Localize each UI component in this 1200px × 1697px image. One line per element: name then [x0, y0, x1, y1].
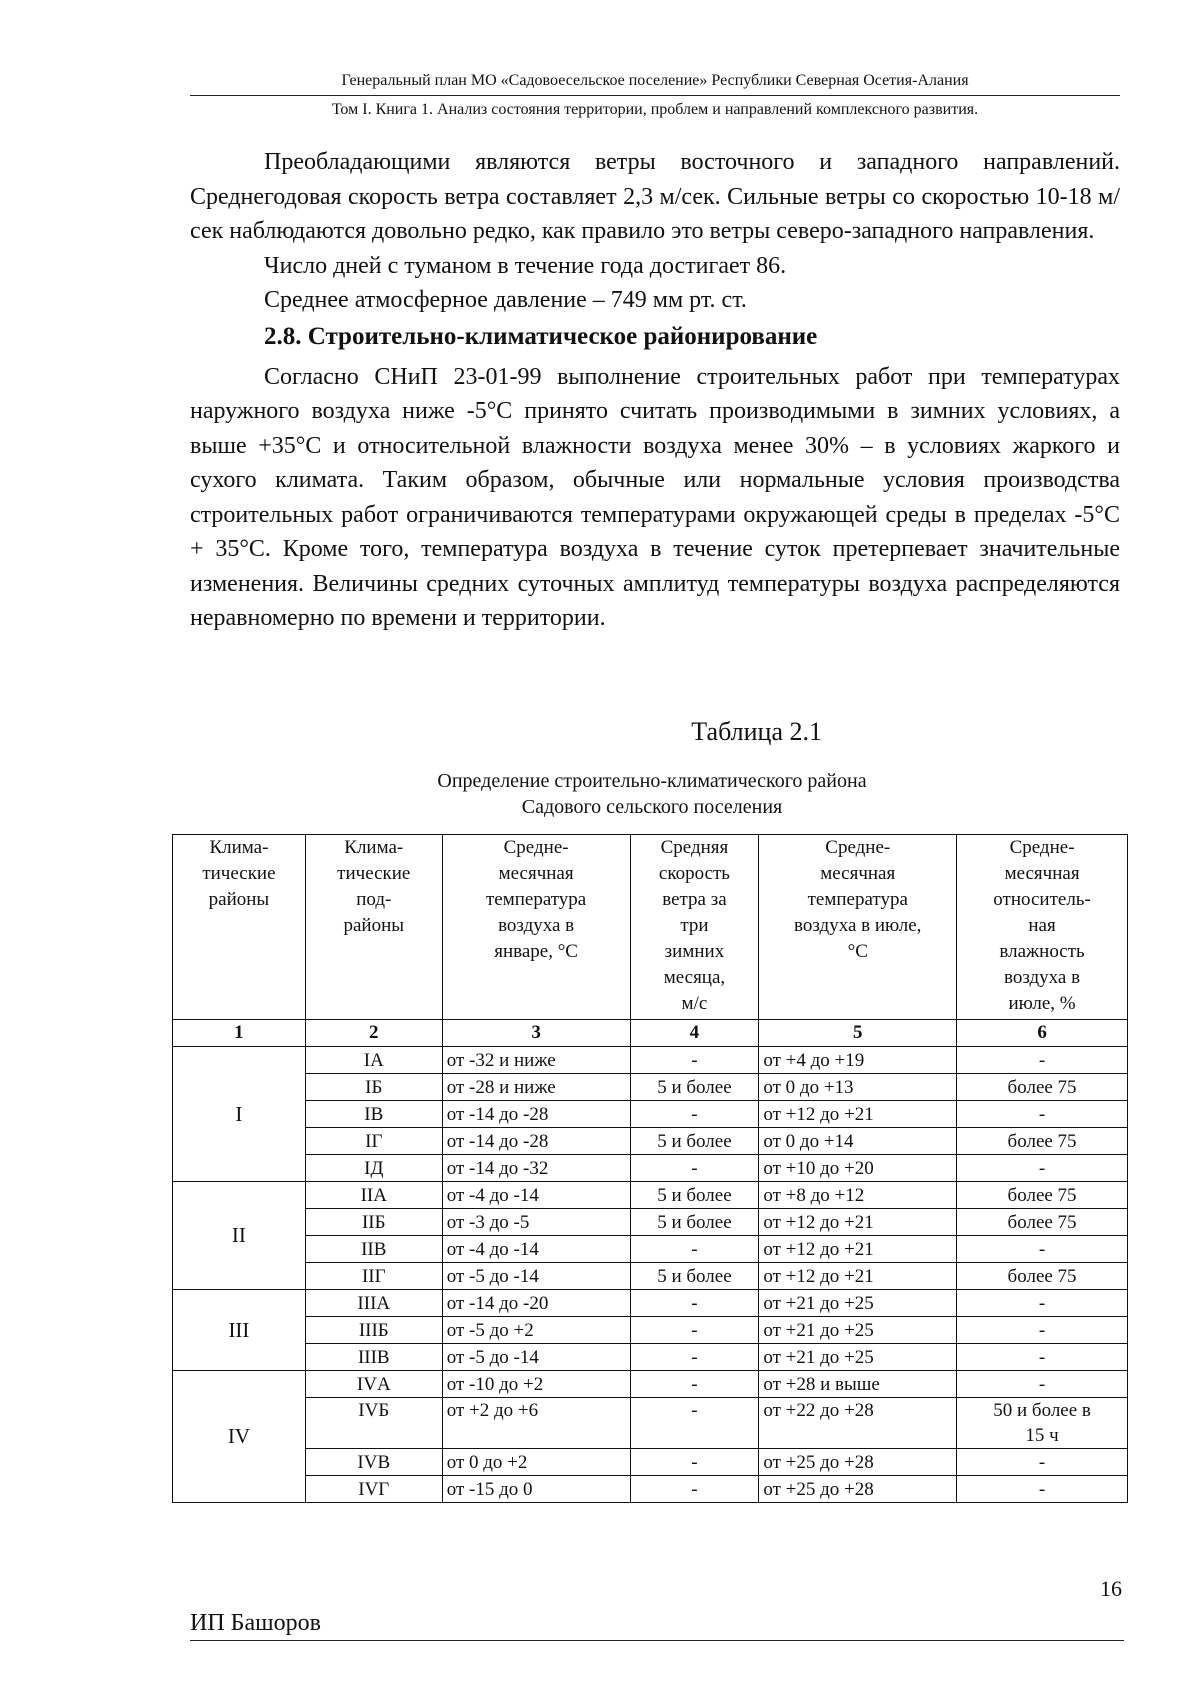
humidity-cell: -	[957, 1047, 1128, 1074]
humidity-cell: -	[957, 1317, 1128, 1344]
july-temp-cell: от +4 до +19	[759, 1047, 957, 1074]
july-temp-cell: от +25 до +28	[759, 1449, 957, 1476]
july-temp-cell: от +21 до +25	[759, 1317, 957, 1344]
column-number: 1	[173, 1020, 306, 1047]
subregion-cell: IВ	[305, 1101, 442, 1128]
table-row	[173, 1047, 1128, 1074]
table-row	[173, 1371, 1128, 1398]
humidity-cell: -	[957, 1101, 1128, 1128]
humidity-cell: -	[957, 1344, 1128, 1371]
table-body	[173, 1047, 1128, 1503]
climate-region-cell: I	[173, 1047, 306, 1182]
july-temp-cell: от +22 до +28	[759, 1398, 957, 1449]
table-row	[173, 1449, 1128, 1476]
july-temp-cell: от +12 до +21	[759, 1209, 957, 1236]
humidity-cell: более 75	[957, 1263, 1128, 1290]
subregion-cell: IIIВ	[305, 1344, 442, 1371]
section-heading: 2.8. Строительно-климатическое районирование	[264, 322, 818, 350]
header-divider	[190, 95, 1120, 96]
table-row	[173, 1209, 1128, 1236]
january-temp-cell: от -32 и ниже	[442, 1047, 630, 1074]
subregion-cell: IГ	[305, 1128, 442, 1155]
wind-speed-cell: 5 и более	[630, 1263, 759, 1290]
header-cell-regions: Клима- тические районы	[173, 835, 306, 1020]
humidity-cell: -	[957, 1155, 1128, 1182]
july-temp-cell: от +12 до +21	[759, 1236, 957, 1263]
january-temp-cell: от -28 и ниже	[442, 1074, 630, 1101]
subregion-cell: IIВ	[305, 1236, 442, 1263]
header-cell-july-humidity: Средне- месячная относитель- ная влажность воздуха в июле, %	[957, 835, 1128, 1020]
paragraph-snip: Согласно СНиП 23-01-99 выполнение строительных работ при температурах наружного воздуха ниже -5°С принято считать производимыми в зимних условиях, а выше +35°С и относительной влажности воздуха менее 30% – в условиях жаркого и сухого климата. Таким образом, обычные или нормальные условия производства строительных работ ограничиваются температурами окружающей среды в пределах -5°С + 35°С. Кроме того, температура воздуха в течение суток претерпевает значительные изменения. Величины средних суточных амплитуд температуры воздуха распределяются неравномерно по времени и территории.	[190, 363, 1120, 631]
july-temp-cell: от +12 до +21	[759, 1101, 957, 1128]
humidity-cell: более 75	[957, 1128, 1128, 1155]
january-temp-cell: от -4 до -14	[442, 1236, 630, 1263]
july-temp-cell: от 0 до +14	[759, 1128, 957, 1155]
wind-speed-cell: -	[630, 1047, 759, 1074]
wind-speed-cell: -	[630, 1398, 759, 1449]
table-caption	[172, 768, 1132, 820]
humidity-cell: -	[957, 1290, 1128, 1317]
column-number: 4	[630, 1020, 759, 1047]
header-cell-july-temp: Средне- месячная температура воздуха в июле, °С	[759, 835, 957, 1020]
humidity-cell: -	[957, 1449, 1128, 1476]
subregion-cell: IVГ	[305, 1476, 442, 1503]
january-temp-cell: от -4 до -14	[442, 1182, 630, 1209]
climate-region-cell: III	[173, 1290, 306, 1371]
humidity-cell: более 75	[957, 1209, 1128, 1236]
column-number-row	[173, 1020, 1128, 1047]
humidity-cell: 50 и более в 15 ч	[957, 1398, 1128, 1449]
subregion-cell: IIА	[305, 1182, 442, 1209]
july-temp-cell: от +8 до +12	[759, 1182, 957, 1209]
running-header-title: Генеральный план МО «Садовоесельское поселение» Республики Северная Осетия-Алания	[341, 72, 969, 89]
july-temp-cell: от +25 до +28	[759, 1476, 957, 1503]
wind-speed-cell: -	[630, 1344, 759, 1371]
january-temp-cell: от 0 до +2	[442, 1449, 630, 1476]
january-temp-cell: от -5 до -14	[442, 1344, 630, 1371]
subregion-cell: IVА	[305, 1371, 442, 1398]
july-temp-cell: от 0 до +13	[759, 1074, 957, 1101]
column-number: 2	[305, 1020, 442, 1047]
subregion-cell: IIБ	[305, 1209, 442, 1236]
table-row	[173, 1398, 1128, 1449]
wind-speed-cell: -	[630, 1101, 759, 1128]
table-caption-line2: Садового сельского поселения	[521, 796, 783, 818]
subregion-cell: IА	[305, 1047, 442, 1074]
wind-speed-cell: -	[630, 1290, 759, 1317]
table-row	[173, 1101, 1128, 1128]
column-number: 3	[442, 1020, 630, 1047]
wind-speed-cell: 5 и более	[630, 1128, 759, 1155]
table-row	[173, 1263, 1128, 1290]
wind-speed-cell: -	[630, 1449, 759, 1476]
subregion-cell: IIIБ	[305, 1317, 442, 1344]
subregion-cell: IIIА	[305, 1290, 442, 1317]
january-temp-cell: от -5 до +2	[442, 1317, 630, 1344]
table-row	[173, 1236, 1128, 1263]
table-row	[173, 1476, 1128, 1503]
january-temp-cell: от -15 до 0	[442, 1476, 630, 1503]
table-number: Таблица 2.1	[691, 717, 822, 746]
january-temp-cell: от -3 до -5	[442, 1209, 630, 1236]
subregion-cell: IБ	[305, 1074, 442, 1101]
january-temp-cell: от -10 до +2	[442, 1371, 630, 1398]
january-temp-cell: от -14 до -20	[442, 1290, 630, 1317]
column-number: 5	[759, 1020, 957, 1047]
paragraph-winds: Преобладающими являются ветры восточного и западного направлений. Среднегодовая скорость ветра составляет 2,3 м/сек. Сильные ветры со скоростью 10-18 м/сек наблюдаются довольно редко, как правило это ветры северо-западного направления.	[190, 149, 1120, 244]
body-text	[190, 145, 1120, 636]
july-temp-cell: от +21 до +25	[759, 1344, 957, 1371]
humidity-cell: более 75	[957, 1182, 1128, 1209]
climate-region-cell: II	[173, 1182, 306, 1290]
climate-regions-table	[172, 834, 1128, 1503]
paragraph-pressure: Среднее атмосферное давление – 749 мм рт. ст.	[264, 287, 747, 313]
wind-speed-cell: -	[630, 1155, 759, 1182]
january-temp-cell: от +2 до +6	[442, 1398, 630, 1449]
column-number: 6	[957, 1020, 1128, 1047]
table-row	[173, 1128, 1128, 1155]
subregion-cell: IIГ	[305, 1263, 442, 1290]
humidity-cell: более 75	[957, 1074, 1128, 1101]
table-caption-line1: Определение строительно-климатического района	[437, 770, 867, 792]
july-temp-cell: от +12 до +21	[759, 1263, 957, 1290]
wind-speed-cell: -	[630, 1371, 759, 1398]
july-temp-cell: от +28 и выше	[759, 1371, 957, 1398]
humidity-cell: -	[957, 1476, 1128, 1503]
january-temp-cell: от -14 до -28	[442, 1101, 630, 1128]
table-row	[173, 1074, 1128, 1101]
wind-speed-cell: 5 и более	[630, 1209, 759, 1236]
running-header-subtitle: Том I. Книга 1. Анализ состояния территории, проблем и направлений комплексного развития.	[331, 101, 979, 118]
wind-speed-cell: -	[630, 1317, 759, 1344]
header-cell-january-temp: Средне- месячная температура воздуха в январе, °С	[442, 835, 630, 1020]
page-number: 16	[1100, 1576, 1122, 1601]
subregion-cell: IVБ	[305, 1398, 442, 1449]
table-row	[173, 1344, 1128, 1371]
table-row	[173, 1155, 1128, 1182]
climate-region-cell: IV	[173, 1371, 306, 1503]
header-cell-subregions: Клима- тические под- районы	[305, 835, 442, 1020]
january-temp-cell: от -14 до -32	[442, 1155, 630, 1182]
wind-speed-cell: 5 и более	[630, 1182, 759, 1209]
paragraph-fog: Число дней с туманом в течение года достигает 86.	[264, 252, 787, 279]
wind-speed-cell: 5 и более	[630, 1074, 759, 1101]
table-row	[173, 1317, 1128, 1344]
january-temp-cell: от -14 до -28	[442, 1128, 630, 1155]
footer-divider	[190, 1640, 1124, 1641]
footer-author: ИП Башоров	[190, 1610, 321, 1636]
subregion-cell: IVВ	[305, 1449, 442, 1476]
humidity-cell: -	[957, 1371, 1128, 1398]
humidity-cell: -	[957, 1236, 1128, 1263]
table-row	[173, 1182, 1128, 1209]
header-cell-wind-speed: Средняя скорость ветра за три зимних месяца, м/с	[630, 835, 759, 1020]
july-temp-cell: от +21 до +25	[759, 1290, 957, 1317]
january-temp-cell: от -5 до -14	[442, 1263, 630, 1290]
table-row	[173, 1290, 1128, 1317]
table-header-row	[173, 835, 1128, 1020]
subregion-cell: IД	[305, 1155, 442, 1182]
wind-speed-cell: -	[630, 1476, 759, 1503]
july-temp-cell: от +10 до +20	[759, 1155, 957, 1182]
wind-speed-cell: -	[630, 1236, 759, 1263]
